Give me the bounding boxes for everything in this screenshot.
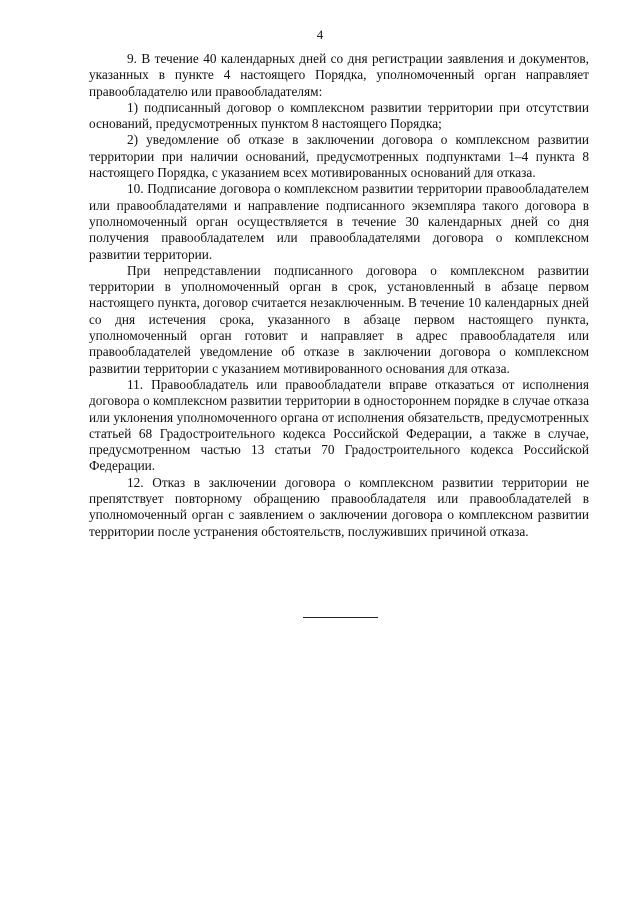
paragraph-clause-11: 11. Правообладатель или правообладатели вправе отказаться от исполнения договора о комплексном развитии территории в одностороннем порядке в случае отказа или уклонения уполномоченного органа от исполнения обязательств, предусмотренных статьей 68 Градостроительного кодекса Российской Федерации, а также в случае, предусмотренном частью 13 статьи 70 Градостроительного кодекса Российской Федерации. (89, 376, 589, 474)
paragraph-subclause-1: 1) подписанный договор о комплексном развитии территории при отсутствии оснований, предусмотренных пунктом 8 настоящего Порядка; (89, 99, 589, 132)
paragraph-clause-10: 10. Подписание договора о комплексном развитии территории правообладателем или правообладателями и направление подписанного экземпляра такого договора в уполномоченный орган осуществляется в течение 30 календарных дней со дня получения правообладателем или правообладателями договора о комплексном развитии территории. (89, 181, 589, 262)
paragraph-clause-10-part-2: При непредставлении подписанного договора о комплексном развитии территории в уполномоченный орган в срок, установленный в абзаце первом настоящего пункта, договор считается незаключенным. В течение 10 календарных дней со дня истечения срока, указанного в абзаце первом настоящего пункта, уполномоченный орган готовит и направляет в адрес правообладателя или правообладателей уведомление об отказе в заключении договора о комплексном развитии территории с указанием мотивированного основания для отказа. (89, 262, 589, 376)
closing-divider-line (303, 617, 378, 618)
paragraph-clause-9: 9. В течение 40 календарных дней со дня регистрации заявления и документов, указанных в пункте 4 настоящего Порядка, уполномоченный орган направляет правообладателю или правообладателям: (89, 51, 589, 99)
page-number: 4 (316, 27, 324, 42)
document-body (89, 51, 589, 540)
paragraph-subclause-2: 2) уведомление об отказе в заключении договора о комплексном развитии территории при наличии оснований, предусмотренных подпунктами 1–4 пункта 8 настоящего Порядка, с указанием всех мотивированных оснований для отказа. (89, 132, 589, 181)
paragraph-clause-12: 12. Отказ в заключении договора о комплексном развитии территории не препятствует повторному обращению правообладателя или правообладателей в уполномоченный орган с заявлением о заключении договора о комплексном развитии территории после устранения обстоятельств, послуживших причиной отказа. (89, 474, 589, 539)
